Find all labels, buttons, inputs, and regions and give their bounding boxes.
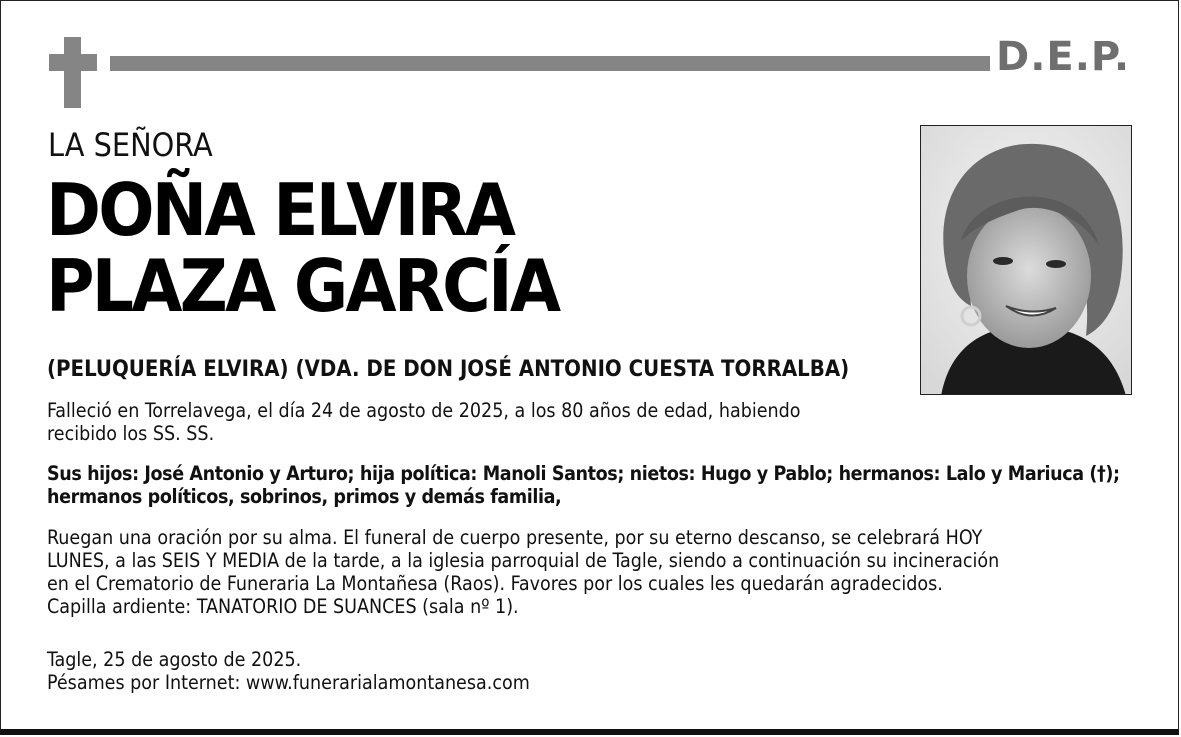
death-notice-paragraph	[47, 399, 907, 445]
portrait-photo	[920, 125, 1132, 395]
funeral-line: LUNES, a las SEIS Y MEDIA de la tarde, a la iglesia parroquial de Tagle, siendo a continuación su incineración	[47, 549, 1000, 572]
name-line-2: PLAZA GARCÍA	[46, 244, 559, 328]
funeral-line: en el Crematorio de Funeraria La Montañesa (Raos). Favores por los cuales les quedarán agradecidos.	[47, 572, 943, 595]
place-date: Tagle, 25 de agosto de 2025.	[47, 648, 302, 671]
subtitle-affiliation: (PELUQUERÍA ELVIRA) (VDA. DE DON JOSÉ ANTONIO CUESTA TORRALBA)	[47, 357, 850, 382]
funeral-paragraph	[47, 526, 1157, 618]
funeral-line: Ruegan una oración por su alma. El funeral de cuerpo presente, por su eterno descanso, se celebrará HOY	[47, 526, 983, 549]
condolences-website: Pésames por Internet: www.funerarialamontanesa.com	[47, 671, 530, 694]
footer-paragraph	[47, 648, 947, 694]
deceased-name	[46, 168, 559, 328]
name-line-1: DOÑA ELVIRA	[46, 168, 514, 252]
death-notice-line: Falleció en Torrelavega, el día 24 de agosto de 2025, a los 80 años de edad, habiendo	[47, 399, 801, 422]
family-line: Sus hijos: José Antonio y Arturo; hija política: Manoli Santos; nietos: Hugo y Pablo; hermanos: Lalo y Mariuca (†);	[47, 462, 1120, 485]
dep-label: D.E.P.	[996, 34, 1131, 80]
death-notice-line: recibido los SS. SS.	[47, 422, 215, 445]
portrait-image	[921, 126, 1132, 395]
family-line: hermanos políticos, sobrinos, primos y demás familia,	[47, 485, 562, 508]
cross-icon	[64, 37, 81, 108]
header-rule	[110, 56, 990, 71]
cross-icon-bar	[49, 54, 97, 71]
funeral-line: Capilla ardiente: TANATORIO DE SUANCES (sala nº 1).	[47, 595, 519, 618]
intro-label: LA SEÑORA	[48, 126, 213, 164]
family-paragraph	[47, 462, 1157, 508]
